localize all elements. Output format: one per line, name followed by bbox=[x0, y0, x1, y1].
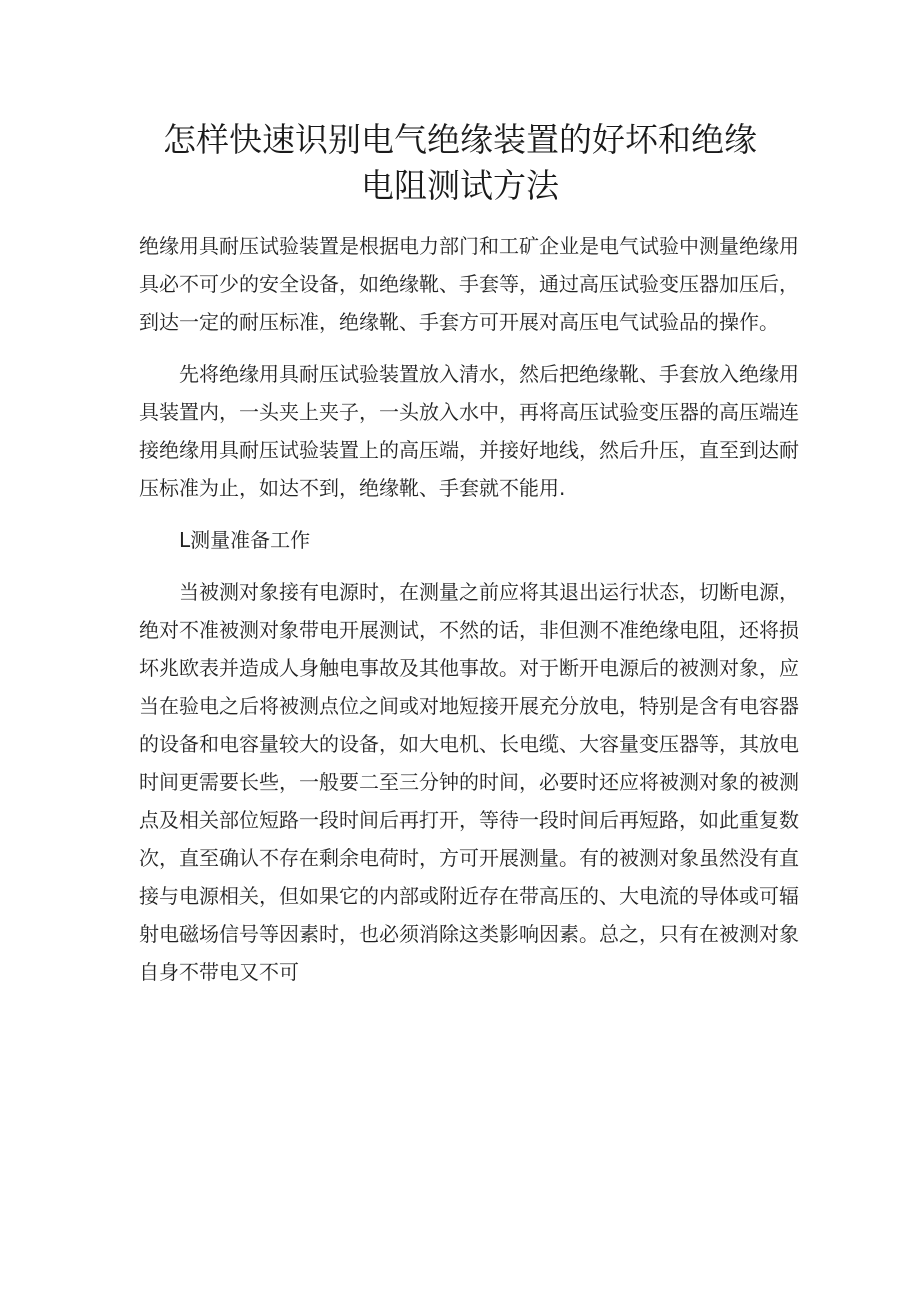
paragraph-procedure: 先将绝缘用具耐压试验装置放入清水，然后把绝缘靴、手套放入绝缘用具装置内，一头夹上夹子，一头放入水中，再将高压试验变压器的高压端连接绝缘用具耐压试验装置上的高压端，并接好地线，然后升压，直至到达耐压标准为止，如达不到，绝缘靴、手套就不能用. bbox=[139, 362, 799, 500]
title-line-2: 电阻测试方法 bbox=[361, 166, 559, 205]
document-title bbox=[100, 117, 820, 209]
document-body bbox=[139, 227, 799, 1005]
section-heading: L测量准备工作 bbox=[179, 528, 311, 552]
paragraph-preparation: 当被测对象接有电源时，在测量之前应将其退出运行状态，切断电源，绝对不准被测对象带电开展测试，不然的话，非但测不准绝缘电阻，还将损坏兆欧表并造成人身触电事故及其他事故。对于断开电源后的被测对象，应当在验电之后将被测点位之间或对地短接开展充分放电，特别是含有电容器的设备和电容量较大的设备，如大电机、长电缆、大容量变压器等，其放电时间更需要长些，一般要二至三分钟的时间，必要时还应将被测对象的被测点及相关部位短路一段时间后再打开，等待一段时间后再短路，如此重复数次，直至确认不存在剩余电荷时，方可开展测量。有的被测对象虽然没有直接与电源相关，但如果它的内部或附近存在带高压的、大电流的导体或可辐射电磁场信号等因素时，也必须消除这类影响因素。总之，只有在被测对象自身不带电又不可 bbox=[139, 580, 799, 984]
title-line-1: 怎样快速识别电气绝缘装置的好坏和绝缘 bbox=[163, 120, 757, 159]
paragraph-intro: 绝缘用具耐压试验装置是根据电力部门和工矿企业是电气试验中测量绝缘用具必不可少的安全设备，如绝缘靴、手套等，通过高压试验变压器加压后，到达一定的耐压标准，绝缘靴、手套方可开展对高压电气试验品的操作。 bbox=[139, 234, 799, 334]
